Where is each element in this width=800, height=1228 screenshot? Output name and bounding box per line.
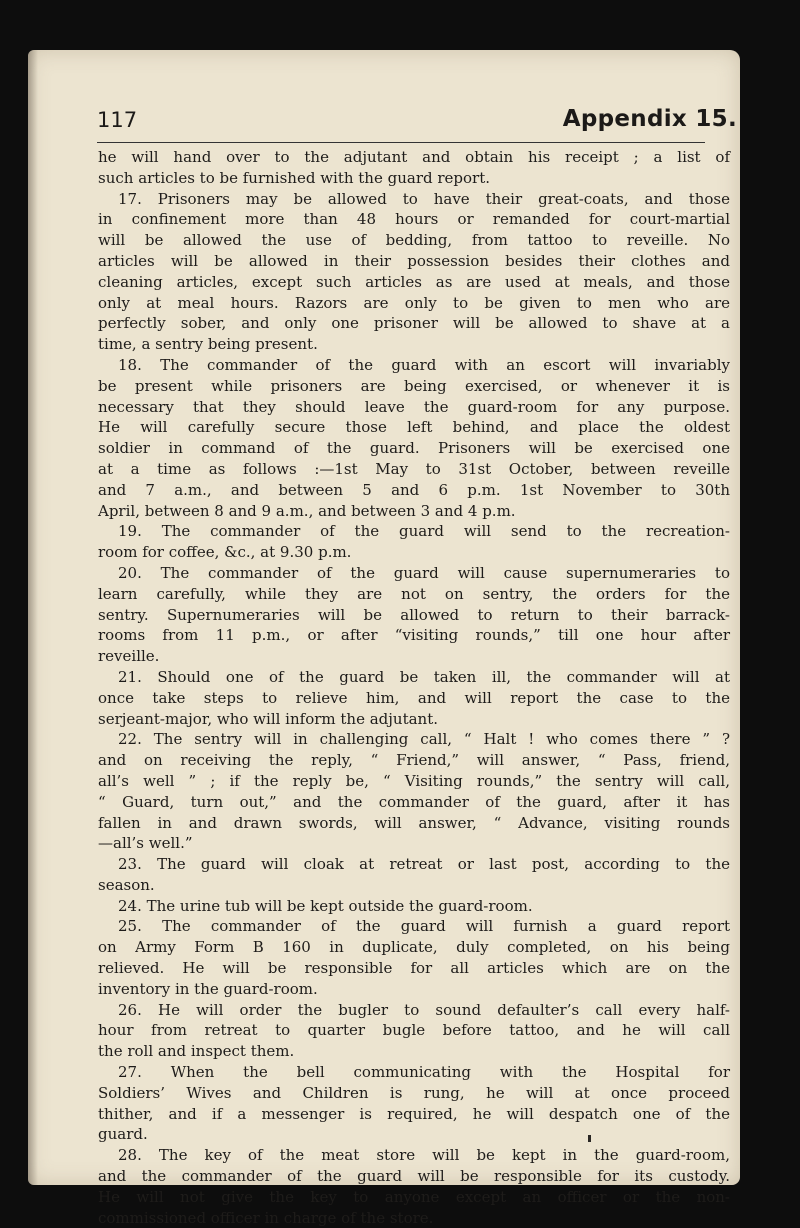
- text-line: will be allowed the use of bedding, from tattoo to reveille. No: [98, 231, 730, 250]
- text-line: inventory in the guard-room.: [98, 979, 318, 998]
- text-line: He will carefully secure those left behind, and place the oldest: [98, 418, 730, 437]
- text-line: time, a sentry being present.: [98, 335, 318, 354]
- text-line: only at meal hours. Razors are only to be given to men who are: [98, 293, 730, 312]
- text-line: at a time as follows :—1st May to 31st October, between reveille: [98, 459, 730, 478]
- text-line: commissioned officer in charge of the store.: [98, 1208, 434, 1227]
- text-line: be present while prisoners are being exercised, or whenever it is: [98, 376, 730, 395]
- text-line: room for coffee, &c., at 9.30 p.m.: [98, 543, 352, 562]
- page-mark: [588, 1135, 591, 1142]
- text-line: perfectly sober, and only one prisoner will be allowed to shave at a: [98, 314, 730, 333]
- text-line: once take steps to relieve him, and will report the case to the: [98, 688, 730, 707]
- text-line: 18. The commander of the guard with an escort will invariably: [118, 355, 730, 374]
- text-line: serjeant-major, who will inform the adjutant.: [98, 709, 438, 728]
- text-line: 21. Should one of the guard be taken ill, the commander will at: [118, 667, 730, 686]
- text-line: all’s well ” ; if the reply be, “ Visiting rounds,” the sentry will call,: [98, 771, 730, 790]
- text-line: 25. The commander of the guard will furnish a guard report: [118, 917, 730, 936]
- text-line: in confinement more than 48 hours or remanded for court-martial: [98, 210, 730, 229]
- text-line: 19. The commander of the guard will send to the recreation-: [118, 522, 730, 541]
- text-line: thither, and if a messenger is required, he will despatch one of the: [98, 1104, 730, 1123]
- text-line: and on receiving the reply, “ Friend,” will answer, “ Pass, friend,: [98, 751, 730, 770]
- text-line: on Army Form B 160 in duplicate, duly completed, on his being: [98, 938, 730, 957]
- text-line: such articles to be furnished with the guard report.: [98, 168, 491, 187]
- text-line: necessary that they should leave the guard-room for any purpose.: [98, 397, 730, 416]
- text-line: guard.: [98, 1125, 148, 1144]
- text-line: rooms from 11 p.m., or after “visiting rounds,” till one hour after: [98, 626, 730, 645]
- text-line: soldier in command of the guard. Prisoners will be exercised one: [98, 439, 730, 458]
- text-line: 26. He will order the bugler to sound defaulter’s call every half-: [118, 1000, 730, 1019]
- text-line: April, between 8 and 9 a.m., and between 3 and 4 p.m.: [98, 501, 516, 520]
- text-line: and 7 a.m., and between 5 and 6 p.m. 1st November to 30th: [98, 480, 730, 499]
- text-line: Soldiers’ Wives and Children is rung, he will at once proceed: [98, 1083, 730, 1102]
- text-line: season.: [98, 875, 155, 894]
- text-line: cleaning articles, except such articles as are used at meals, and those: [98, 272, 730, 291]
- text-line: relieved. He will be responsible for all articles which are on the: [98, 959, 730, 978]
- text-line: 27. When the bell communicating with the Hospital for: [118, 1063, 730, 1082]
- text-line: 28. The key of the meat store will be kept in the guard-room,: [118, 1146, 730, 1165]
- page-header: [97, 106, 737, 142]
- text-line: “ Guard, turn out,” and the commander of the guard, after it has: [98, 792, 730, 811]
- page-spine-shadow: [28, 50, 38, 1185]
- text-line: 20. The commander of the guard will cause supernumeraries to: [118, 563, 730, 582]
- text-line: fallen in and drawn swords, will answer, “ Advance, visiting rounds: [98, 813, 730, 832]
- text-line: 17. Prisoners may be allowed to have their great-coats, and those: [118, 189, 730, 208]
- body-text: [98, 147, 730, 1228]
- text-line: sentry. Supernumeraries will be allowed to return to their barrack-: [98, 605, 730, 624]
- text-line: 24. The urine tub will be kept outside the guard-room.: [118, 896, 533, 915]
- text-line: 22. The sentry will in challenging call, “ Halt ! who comes there ” ?: [118, 730, 730, 749]
- text-line: reveille.: [98, 647, 160, 666]
- text-line: 23. The guard will cloak at retreat or last post, according to the: [118, 855, 730, 874]
- text-line: the roll and inspect them.: [98, 1042, 295, 1061]
- text-line: and the commander of the guard will be responsible for its custody.: [98, 1167, 730, 1186]
- running-head: Appendix 15.: [562, 106, 737, 132]
- page-number: 117: [97, 108, 138, 132]
- text-line: He will not give the key to anyone except an officer or the non-: [98, 1187, 730, 1206]
- text-line: learn carefully, while they are not on sentry, the orders for the: [98, 584, 730, 603]
- header-rule: [97, 142, 705, 143]
- text-line: hour from retreat to quarter bugle before tattoo, and he will call: [98, 1021, 730, 1040]
- text-line: —all’s well.”: [98, 834, 193, 853]
- text-line: articles will be allowed in their possession besides their clothes and: [98, 251, 730, 270]
- text-line: he will hand over to the adjutant and obtain his receipt ; a list of: [98, 148, 730, 166]
